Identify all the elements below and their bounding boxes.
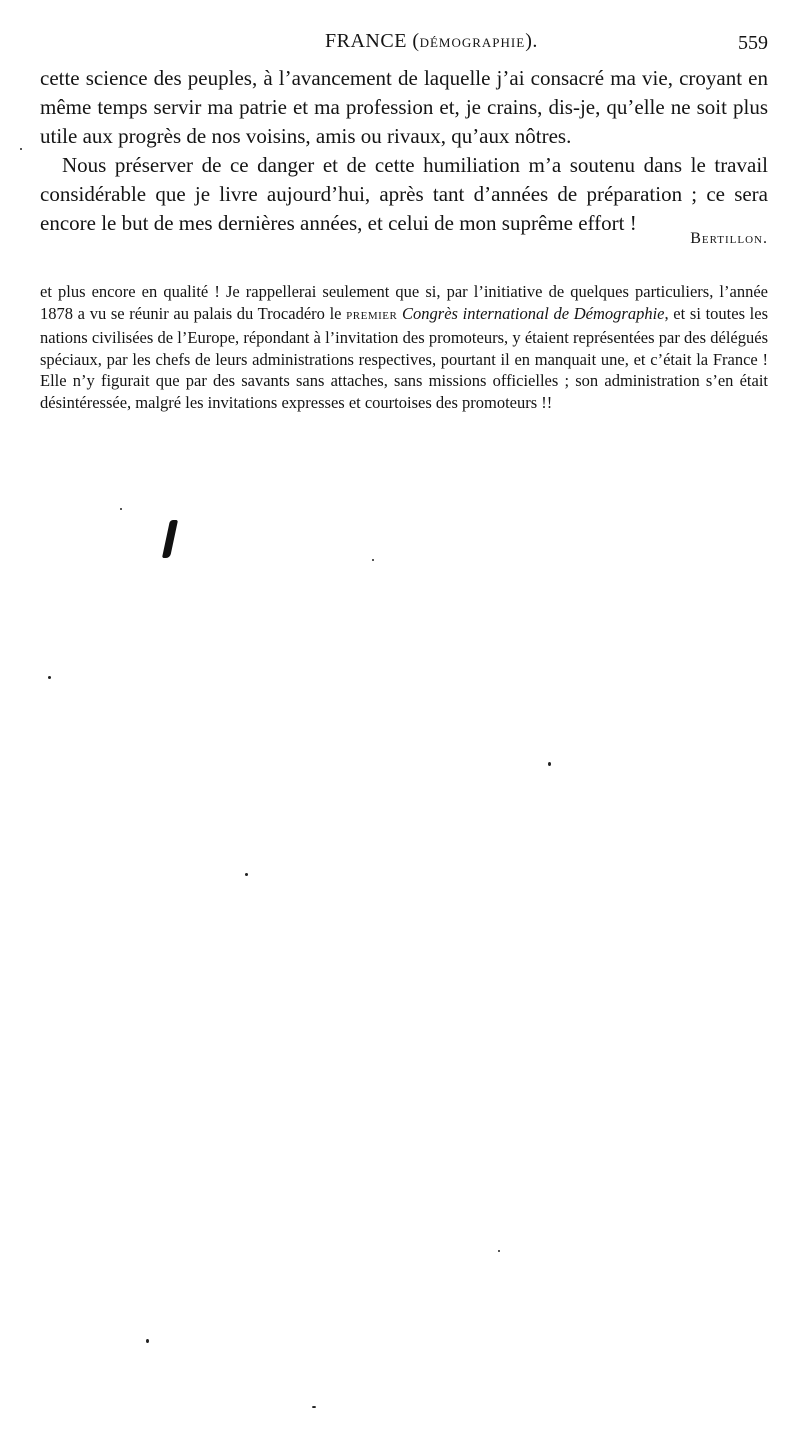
main-paragraph-1: cette science des peuples, à l’avancement de laquelle j’ai consacré ma vie, croyant en même temps servir ma patrie et ma profession et, je crains, dis-je, qu’elle ne soit plus utile aux progrès de nos voisins, amis ou rivaux, qu’aux nôtres.: [40, 66, 768, 148]
running-title-main: FRANCE (: [325, 30, 420, 52]
footnote-text-1: et plus encore en qualité ! Je rappellerai seulement que si, par l’initiative de quelques particuliers, l’année 1878 a vu se réunir au palais du Trocadéro le: [40, 282, 768, 323]
speck: [372, 559, 374, 561]
author-signature: Bertillon.: [690, 230, 768, 247]
speck: [20, 148, 22, 150]
running-title-smallcaps: DÉMOGRAPHIE: [419, 35, 526, 50]
speck: [245, 873, 248, 876]
speck: [312, 1406, 316, 1408]
running-title: [325, 30, 538, 53]
footnote-smallcaps: PREMIER: [346, 309, 398, 322]
footnote-italic: Congrès international de Démographie: [402, 303, 665, 323]
footnote-text-2: , et si toutes les nations civilisées de l’Europe, répondant à l’invitation des promoteurs, y étaient représentées par des délégués spéciaux, par les chefs de leurs administrations respectives, pourtant il en manquait une, et c’était la France ! Elle n’y figurait que par des savants sans attaches, sans missions officielles ; son administration s’en était désintéressée, malgré les invitations expresses et courtoises des promoteurs !!: [40, 303, 769, 412]
speck: [120, 508, 122, 510]
speck: [498, 1250, 500, 1252]
running-header: [40, 30, 768, 60]
speck: [548, 762, 551, 766]
main-paragraph-2: Nous préserver de ce danger et de cette humiliation m’a soutenu dans le travail considérable que je livre aujourd’hui, après tant d’années de préparation ; ce sera encore le but de mes dernières années, et celui de mon suprême effort !: [40, 153, 768, 235]
page-number: 559: [738, 32, 768, 54]
running-title-end: ).: [525, 30, 538, 52]
speck: [146, 1339, 149, 1343]
main-text: [40, 64, 768, 238]
ink-mark: [162, 520, 178, 558]
footnote: [40, 281, 768, 413]
footnote-paragraph: [40, 281, 768, 413]
speck: [48, 676, 51, 679]
